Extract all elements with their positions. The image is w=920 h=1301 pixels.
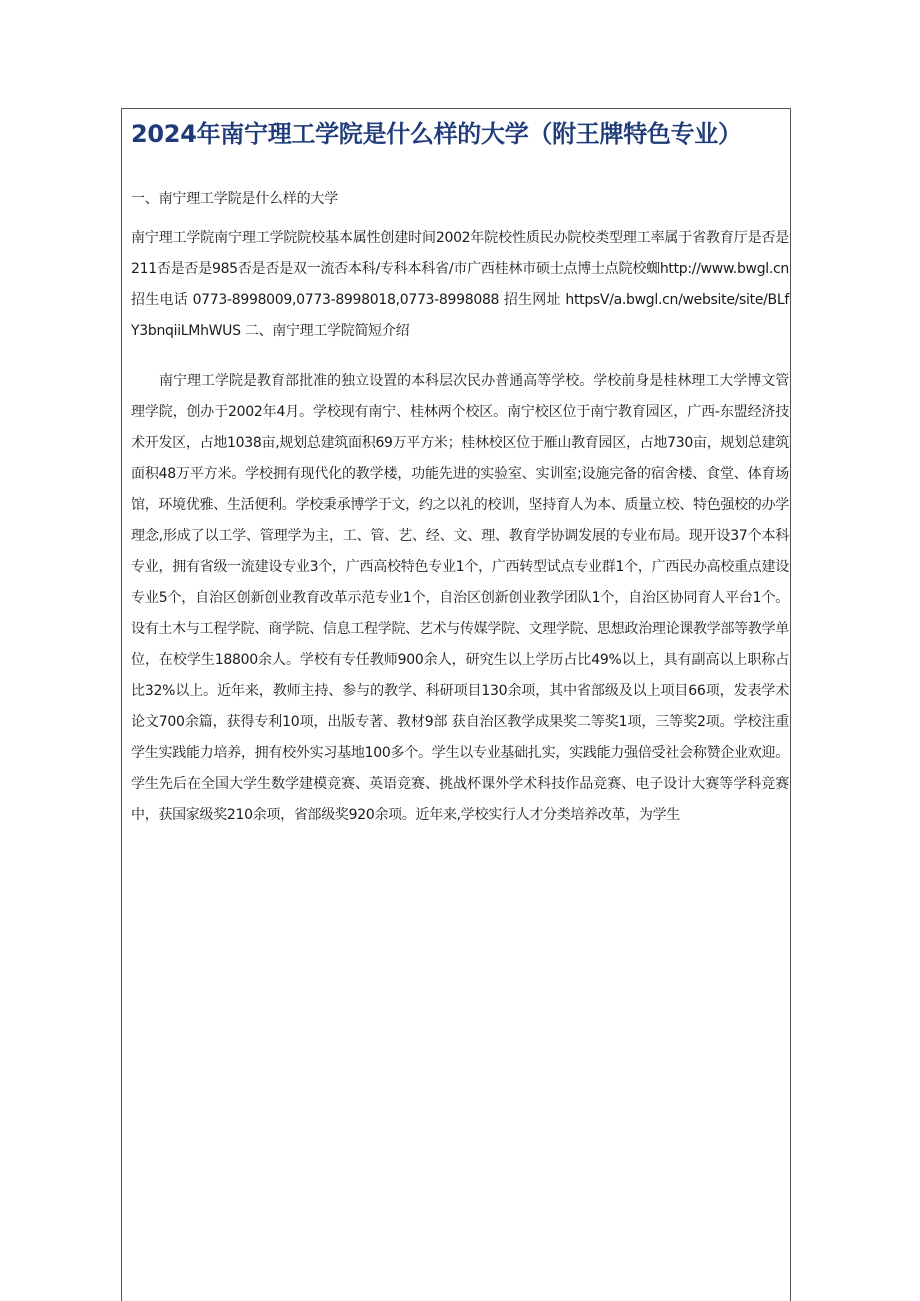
intro-paragraph: 南宁理工学院是教育部批准的独立设置的本科层次民办普通高等学校。学校前身是桂林理工大学博文管理学院，创办于2002年4月。学校现有南宁、桂林两个校区。南宁校区位于南宁教育园区，广西-东盟经济技术开发区，占地1038亩,规划总建筑面积69万平方米；桂林校区位于雁山教育园区，占地730亩，规划总建筑面积48万平方米。学校拥有现代化的教学楼，功能先进的实验室、实训室;设施完备的宿舍楼、食堂、体育场馆，环境优雅、生活便利。学校秉承博学于文，约之以礼的校训，坚持育人为本、质量立校、特色强校的办学理念,形成了以工学、管理学为主，工、管、艺、经、文、理、教育学协调发展的专业布局。现开设37个本科专业，拥有省级一流建设专业3个，广西高校特色专业1个，广西转型试点专业群1个，广西民办高校重点建设专业5个，自治区创新创业教育改革示范专业1个，自治区创新创业教学团队1个，自治区协同育人平台1个。设有土木与工程学院、商学院、信息工程学院、艺术与传媒学院、文理学院、思想政治理论课教学部等教学单位，在校学生18800余人。学校有专任教师900余人，研究生以上学历占比49%以上，具有副高以上职称占比32%以上。近年来，教师主持、参与的教学、科研项目130余项，其中省部级及以上项目66项，发表学术论文700余篇，获得专利10项，出版专著、教材9部 获自治区教学成果奖二等奖1项，三等奖2项。学校注重学生实践能力培养，拥有校外实习基地100多个。学生以专业基础扎实，实践能力强倍受社会称赞企业欢迎。学生先后在全国大学生数学建模竞赛、英语竞赛、挑战杯课外学术科技作品竞赛、电子设计大赛等学科竞赛中，获国家级奖210余项，省部级奖920余项。近年来,学校实行人才分类培养改革，为学生 xyxy=(131,373,789,823)
document-title: 2024年南宁理工学院是什么样的大学（附王牌特色专业） xyxy=(131,120,742,148)
section-heading-1: 一、南宁理工学院是什么样的大学 xyxy=(131,191,338,207)
document-body xyxy=(131,112,789,831)
info-block: 南宁理工学院南宁理工学院院校基本属性创建时间2002年院校性质民办院校类型理工率属于省教育厅是否是211否是否是985否是否是双一流否本科/专科本科省/市广西桂林市硕士点博士点院校蜘http://www.bwgl.cn 招生电话 0773-8998009,0773-8998018,0773-8998088 招生网址 httpsV/a.bwgl.cn/website/site/BLfY3bnqiiLMhWUS 二、南宁理工学院简短介绍 xyxy=(131,230,789,339)
